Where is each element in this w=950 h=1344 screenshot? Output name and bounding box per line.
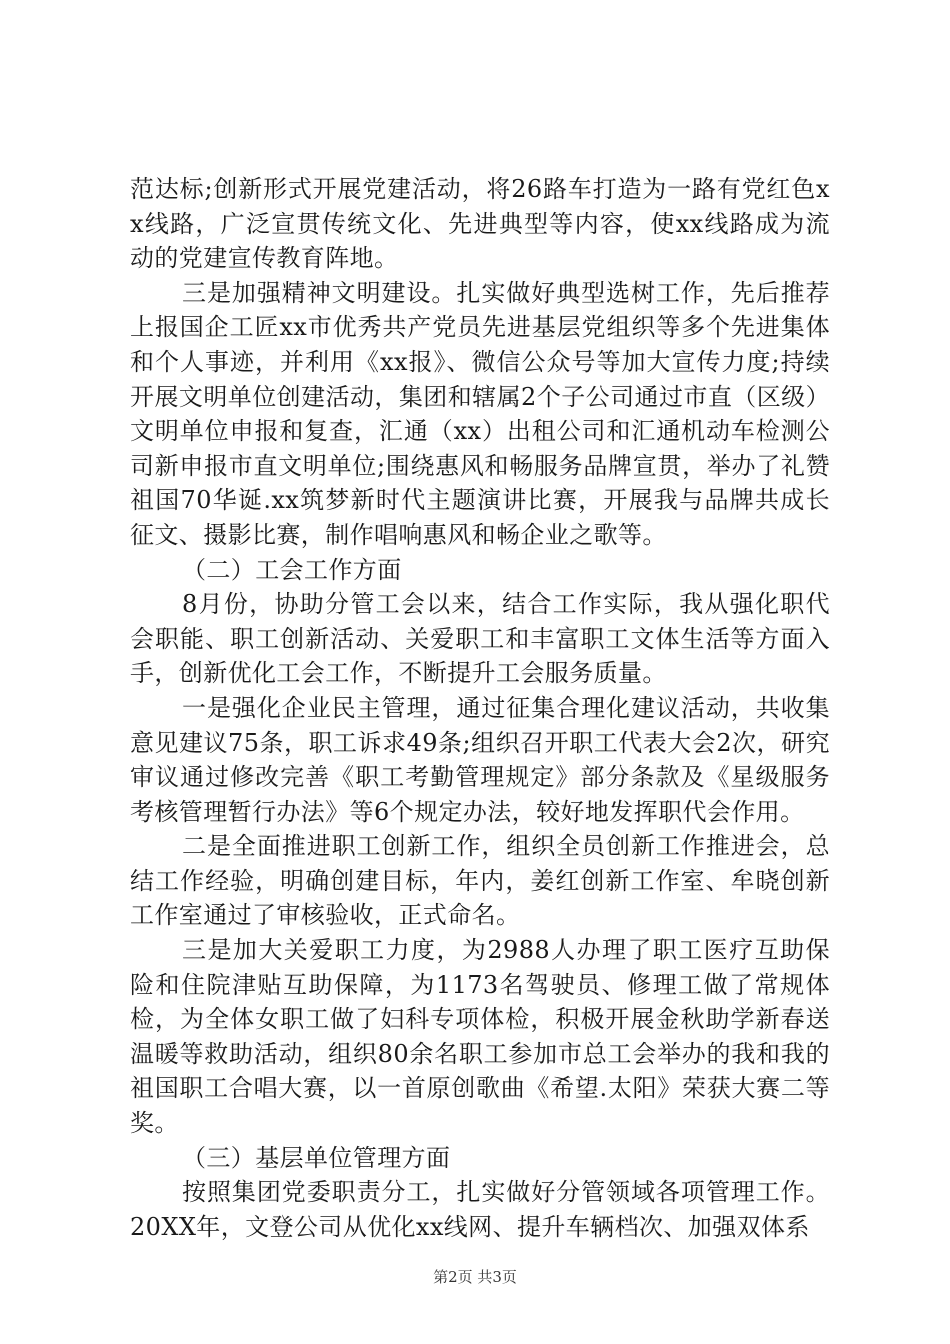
paragraph-6: 三是加大关爱职工力度，为2988人办理了职工医疗互助保险和住院津贴互助保障，为1173名驾驶员、修理工做了常规体检，为全体女职工做了妇科专项体检，积极开展金秋助学新春送温暖等救助活动，组织80余名职工参加市总工会举办的我和我的祖国职工合唱大赛，以一首原创歌曲《希望.太阳》荣获大赛二等奖。: [130, 936, 830, 1138]
section-heading-grassroots: （三）基层单位管理方面: [182, 1143, 451, 1172]
section-heading-union: （二）工会工作方面: [182, 555, 402, 584]
paragraph-7: 按照集团党委职责分工，扎实做好分管领域各项管理工作。20XX年，文登公司从优化xx线网、提升车辆档次、加强双体系: [130, 1178, 830, 1241]
page-footer: 第2页 共3页: [433, 1268, 517, 1286]
paragraph-5: 二是全面推进职工创新工作，组织全员创新工作推进会，总结工作经验，明确创建目标，年内，姜红创新工作室、牟晓创新工作室通过了审核验收，正式命名。: [130, 832, 830, 930]
paragraph-1: 范达标;创新形式开展党建活动，将26路车打造为一路有党红色xx线路，广泛宣贯传统文化、先进典型等内容，使xx线路成为流动的党建宣传教育阵地。: [130, 175, 830, 273]
paragraph-2: 三是加强精神文明建设。扎实做好典型选树工作，先后推荐上报国企工匠xx市优秀共产党员先进基层党组织等多个先进集体和个人事迹，并利用《xx报》、微信公众号等加大宣传力度;持续开展文明单位创建活动，集团和辖属2个子公司通过市直（区级）文明单位申报和复查，汇通（xx）出租公司和汇通机动车检测公司新申报市直文明单位;围绕惠风和畅服务品牌宣贯，举办了礼赞祖国70华诞.xx筑梦新时代主题演讲比赛，开展我与品牌共成长征文、摄影比赛，制作唱响惠风和畅企业之歌等。: [130, 278, 830, 549]
paragraph-4: 一是强化企业民主管理，通过征集合理化建议活动，共收集意见建议75条，职工诉求49条;组织召开职工代表大会2次，研究审议通过修改完善《职工考勤管理规定》部分条款及《星级服务考核管理暂行办法》等6个规定办法，较好地发挥职代会作用。: [130, 693, 830, 826]
document-body: [130, 172, 830, 1244]
paragraph-3: 8月份，协助分管工会以来，结合工作实际，我从强化职代会职能、职工创新活动、关爱职工和丰富职工文体生活等方面入手，创新优化工会工作，不断提升工会服务质量。: [130, 590, 830, 688]
